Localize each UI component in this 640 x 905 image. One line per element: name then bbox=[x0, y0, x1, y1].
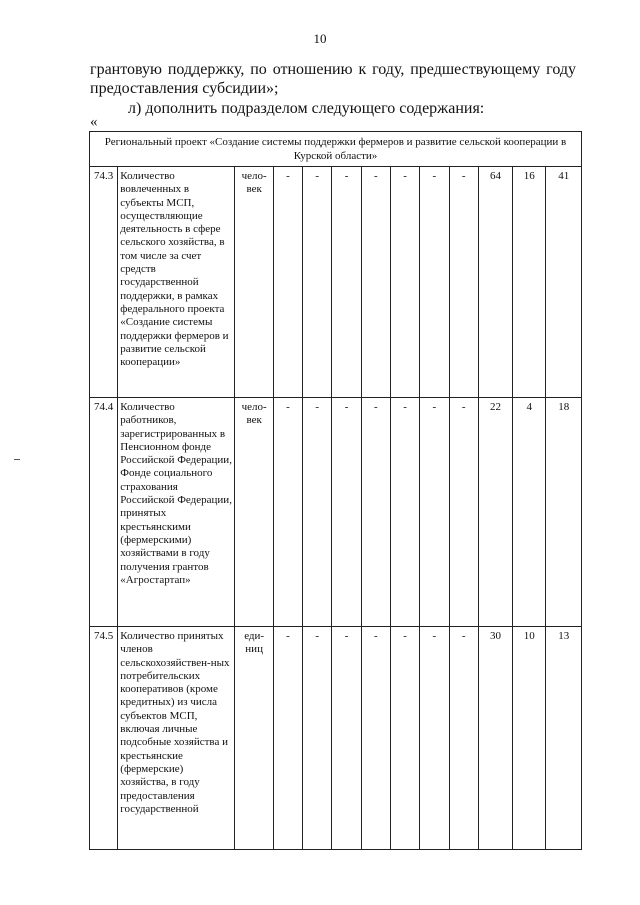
row-number: 74.4 bbox=[90, 398, 118, 627]
value-cell: 30 bbox=[478, 627, 512, 850]
dash-cell: - bbox=[390, 398, 419, 627]
dash-cell: - bbox=[361, 167, 390, 398]
row-unit: чело-век bbox=[235, 398, 273, 627]
value-cell: 18 bbox=[546, 398, 582, 627]
table-row bbox=[90, 627, 582, 850]
row-number: 74.5 bbox=[90, 627, 118, 850]
indicators-table bbox=[89, 131, 582, 850]
intro-line-3: л) дополнить подразделом следующего содержания: bbox=[128, 100, 485, 117]
value-cell: 10 bbox=[513, 627, 546, 850]
value-cell: 41 bbox=[546, 167, 582, 398]
value-cell: 16 bbox=[513, 167, 546, 398]
row-unit: еди-ниц bbox=[235, 627, 273, 850]
row-description: Количество принятых членов сельскохозяйствен-ных потребительских кооперативов (кроме кредитных) из числа субъектов МСП, включая личные подсобные хозяйства и крестьянские (фермерские) хозяйства, в году предоставления государственной bbox=[118, 627, 235, 850]
table-row bbox=[90, 398, 582, 627]
page-number: 10 bbox=[313, 31, 327, 46]
dash-cell: - bbox=[449, 167, 478, 398]
intro-paragraph bbox=[90, 60, 576, 118]
dash-cell: - bbox=[361, 398, 390, 627]
dash-cell: - bbox=[273, 627, 302, 850]
row-number: 74.3 bbox=[90, 167, 118, 398]
section-header: Региональный проект «Создание системы поддержки фермеров и развитие сельской кооперации в Курской области» bbox=[90, 132, 582, 167]
dash-cell: - bbox=[420, 398, 449, 627]
intro-line-1: грантовую поддержку, по отношению к году, предшествующему году bbox=[90, 61, 576, 78]
dash-cell: - bbox=[273, 398, 302, 627]
dash-cell: - bbox=[361, 627, 390, 850]
dash-cell: - bbox=[332, 398, 361, 627]
dash-cell: - bbox=[420, 167, 449, 398]
row-unit: чело-век bbox=[235, 167, 273, 398]
row-description: Количество вовлеченных в субъекты МСП, осуществляющие деятельность в сфере сельского хозяйства, в том числе за счет средств государственной поддержки, в рамках федерального проекта «Создание системы поддержки фермеров и развитие сельской кооперации» bbox=[118, 167, 235, 398]
value-cell: 64 bbox=[478, 167, 512, 398]
intro-line-2: предоставления субсидии»; bbox=[90, 80, 279, 97]
dash-cell: - bbox=[390, 627, 419, 850]
dash-cell: - bbox=[303, 167, 332, 398]
row-description: Количество работников, зарегистрированных в Пенсионном фонде Российской Федерации, Фонде социального страхования Российской Федерации, принятых крестьянскими (фермерскими) хозяйствами в году получения грантов «Агростартап» bbox=[118, 398, 235, 627]
section-header-row bbox=[90, 132, 582, 167]
dash-cell: - bbox=[449, 398, 478, 627]
dash-cell: - bbox=[420, 627, 449, 850]
margin-mark bbox=[14, 459, 20, 460]
value-cell: 4 bbox=[513, 398, 546, 627]
dash-cell: - bbox=[449, 627, 478, 850]
dash-cell: - bbox=[303, 627, 332, 850]
dash-cell: - bbox=[390, 167, 419, 398]
dash-cell: - bbox=[273, 167, 302, 398]
value-cell: 13 bbox=[546, 627, 582, 850]
dash-cell: - bbox=[303, 398, 332, 627]
opening-quote-mark: « bbox=[90, 114, 98, 130]
table-row bbox=[90, 167, 582, 398]
dash-cell: - bbox=[332, 627, 361, 850]
value-cell: 22 bbox=[478, 398, 512, 627]
dash-cell: - bbox=[332, 167, 361, 398]
